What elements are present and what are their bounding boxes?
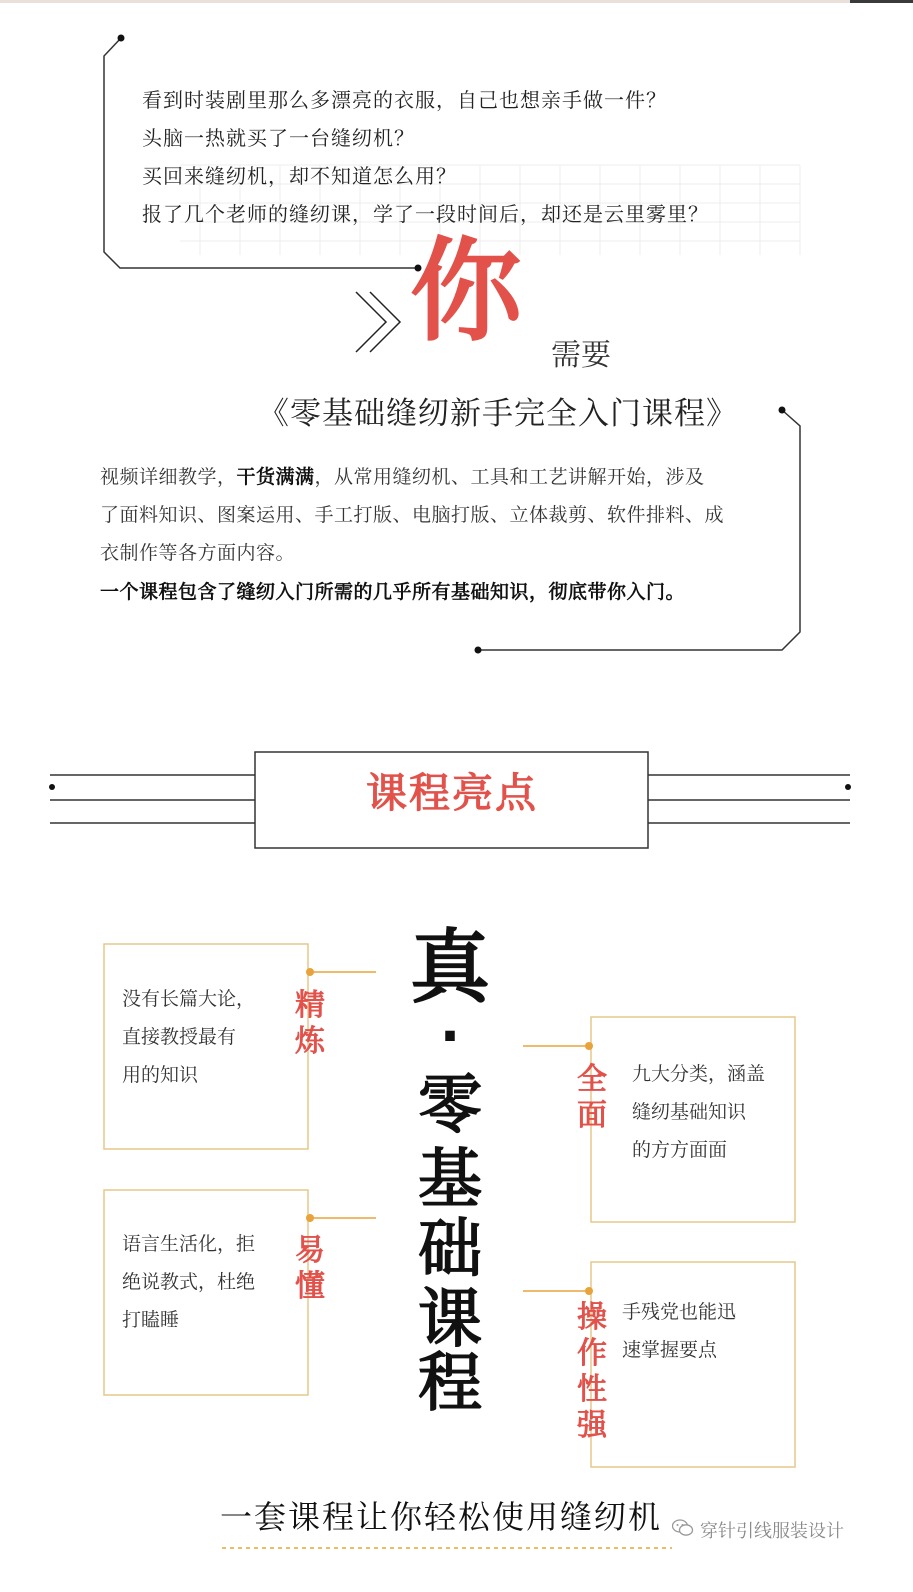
bracket-top-left — [104, 38, 418, 268]
question-2: 头脑一热就买了一台缝纫机？ — [142, 126, 415, 150]
center-char-ke: 课 — [418, 1283, 482, 1357]
course-title: 《零基础缝纫新手完全入门课程》 — [258, 396, 738, 432]
wechat-icon — [672, 1518, 694, 1538]
bottom-slogan: 一套课程让你轻松使用缝纫机 — [220, 1498, 663, 1536]
center-char-ling: 零 — [418, 1069, 482, 1143]
description-line-1: 视频详细教学，干货满满，从常用缝纫机、工具和工艺讲解开始，涉及 — [100, 466, 705, 488]
feature-quanmian-label: 全面 — [577, 1062, 607, 1133]
center-char-dot: · — [439, 1005, 461, 1068]
bracket-right — [478, 410, 800, 650]
center-char-chu: 础 — [418, 1213, 482, 1287]
description-bold: 干货满满 — [236, 466, 315, 488]
feature-jinglian-label: 精炼 — [295, 988, 325, 1059]
description-line-4: 一个课程包含了缝纫入门所需的几乎所有基础知识，彻底带你入门。 — [100, 581, 686, 603]
feature-quanmian-text: 九大分类，涵盖 缝纫基础知识 的方方面面 — [632, 1063, 766, 1161]
highlights-title: 课程亮点 — [366, 769, 538, 817]
center-char-cheng: 程 — [418, 1347, 482, 1421]
feature-caozuo-text: 手残党也能迅 速掌握要点 — [622, 1301, 737, 1361]
description-line-2: 了面料知识、图案运用、手工打版、电脑打版、立体裁剪、软件排料、成 — [100, 504, 725, 526]
feature-yidong-text: 语言生活化，拒 绝说教式，杜绝 打瞌睡 — [122, 1233, 256, 1331]
question-3: 买回来缝纫机，却不知道怎么用？ — [142, 164, 457, 188]
feature-caozuo-label: 操作性强 — [577, 1300, 607, 1443]
you-need-text: 需要 — [551, 338, 611, 373]
question-4: 报了几个老师的缝纫课，学了一段时间后，却还是云里雾里？ — [142, 202, 709, 226]
center-char-zhen: 真 — [410, 921, 490, 1014]
feature-jinglian-text: 没有长篇大论， 直接教授最有 用的知识 — [122, 988, 256, 1086]
watermark: 穿针引线服装设计 — [700, 1521, 844, 1542]
question-1: 看到时装剧里那么多漂亮的衣服，自己也想亲手做一件？ — [142, 88, 667, 112]
center-char-ji: 基 — [418, 1143, 482, 1217]
you-char: 你 — [410, 227, 522, 357]
description-line-3: 衣制作等各方面内容。 — [100, 542, 296, 564]
feature-yidong-label: 易懂 — [295, 1233, 325, 1304]
